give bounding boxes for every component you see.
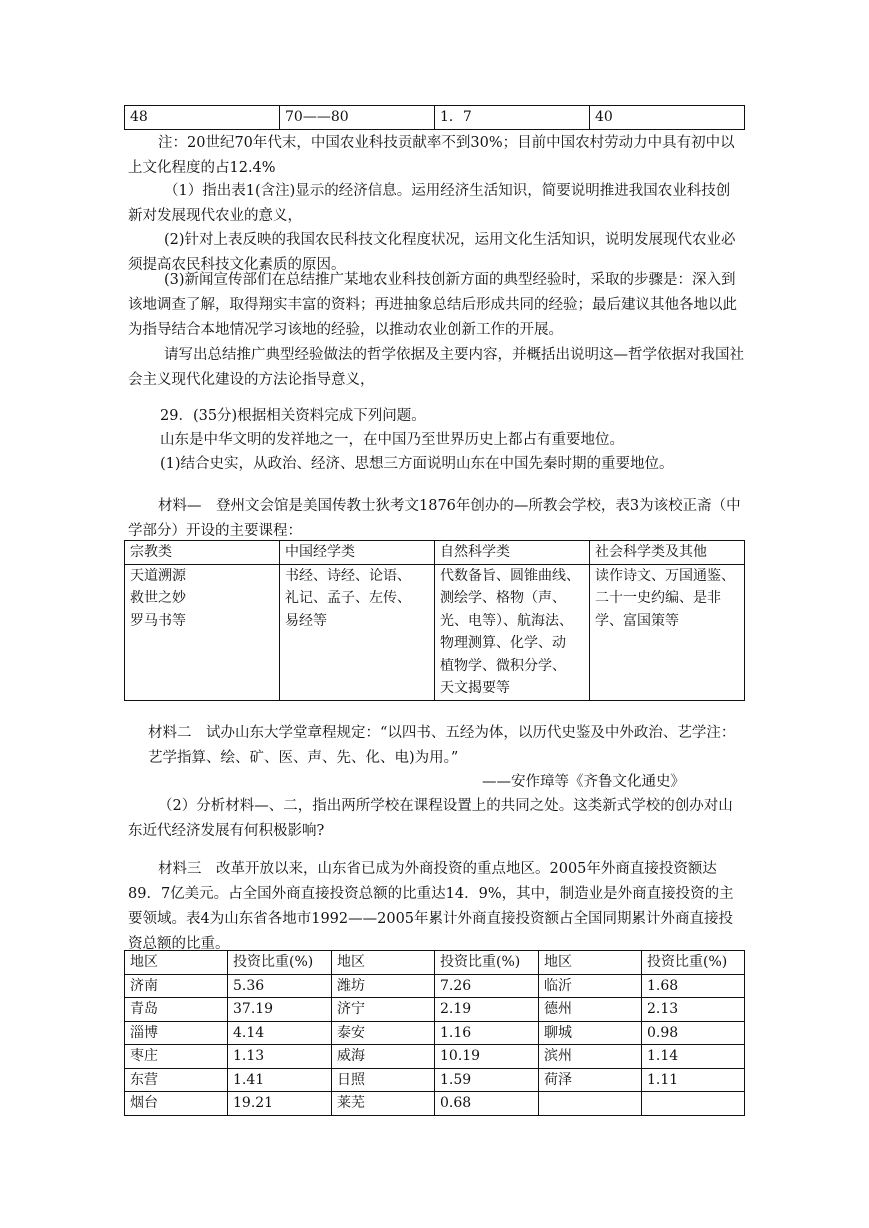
cell-line: 植物学、微积分学、 bbox=[440, 657, 566, 674]
cell-line: 天文揭要等 bbox=[440, 680, 510, 696]
table-row bbox=[125, 1021, 745, 1045]
table-cell: 2.19 bbox=[435, 998, 539, 1022]
table-cell: 日照 bbox=[332, 1068, 435, 1092]
table-cell: 泰安 bbox=[332, 1021, 435, 1045]
table-cell: 淄博 bbox=[125, 1021, 228, 1045]
table-header-row bbox=[125, 951, 745, 975]
column-header: 社会科学类及其他 bbox=[590, 541, 745, 565]
table-row bbox=[125, 974, 745, 998]
column-header: 中国经学类 bbox=[280, 541, 435, 565]
question-29-title: 29．(35分)根据相关资料完成下列问题。 bbox=[160, 408, 426, 424]
cell-line: 易经等 bbox=[285, 612, 327, 629]
table-cell: 37.19 bbox=[228, 998, 332, 1022]
cell-line: 天道溯源 bbox=[130, 567, 186, 584]
table-cell: 1.11 bbox=[642, 1068, 745, 1092]
table-note: 注：20世纪70年代末，中国农业科技贡献率不到30%；目前中国农村劳动力中具有初中以上文化程度的占12.4% bbox=[128, 135, 735, 176]
table-cell: 莱芜 bbox=[332, 1092, 435, 1116]
table-3-courses bbox=[124, 540, 745, 701]
table-cell: 青岛 bbox=[125, 998, 228, 1022]
table-cell: 5.36 bbox=[228, 974, 332, 998]
cell-line: 礼记、孟子、左传、 bbox=[285, 590, 411, 606]
cell-line: 读作诗文、万国通鉴、 bbox=[595, 567, 735, 584]
cell-line: 救世之妙 bbox=[130, 590, 186, 606]
column-header: 宗教类 bbox=[125, 541, 280, 565]
table-cell: 潍坊 bbox=[332, 974, 435, 998]
table-cell: 1.13 bbox=[228, 1045, 332, 1069]
question-29-intro: 山东是中华文明的发祥地之一，在中国乃至世界历史上都占有重要地位。 bbox=[160, 432, 624, 448]
table-cell: 19.21 bbox=[228, 1092, 332, 1116]
table-cell: 1.16 bbox=[435, 1021, 539, 1045]
table-cell: 0.68 bbox=[435, 1092, 539, 1116]
table-row bbox=[125, 998, 745, 1022]
table-4-investment bbox=[124, 950, 745, 1116]
table-cell: 滨州 bbox=[539, 1045, 642, 1069]
question-28-3: (3)新闻宣传部们在总结推广某地农业科技创新方面的典型经验时，采取的步骤是：深入到该地调查了解，取得翔实丰富的资料；再进抽象总结后形成共同的经验；最后建议其他各地以此为指导结合本地情况学习该地的经验，以推动农业创新工作的开展。 bbox=[128, 272, 737, 338]
material-2-source: ——安作璋等《齐鲁文化通史》 bbox=[482, 774, 685, 790]
question-29-2: （2）分析材料—、二，指出两所学校在课程设置上的共同之处。这类新式学校的创办对山东近代经济发展有何积极影响? bbox=[128, 798, 733, 839]
table-cell: 烟台 bbox=[125, 1092, 228, 1116]
cell-line: 物理测算、化学、动 bbox=[440, 635, 566, 651]
table-cell: 1.59 bbox=[435, 1068, 539, 1092]
table-cell: 1.68 bbox=[642, 974, 745, 998]
table-row bbox=[125, 1068, 745, 1092]
table-cell: 济南 bbox=[125, 974, 228, 998]
table-cell bbox=[125, 564, 280, 700]
cell-line: 光、电等）、航海法、 bbox=[440, 612, 573, 629]
table-cell: 德州 bbox=[539, 998, 642, 1022]
question-28-3-task: 请写出总结推广典型经验做法的哲学依据及主要内容，并概括出说明这—哲学依据对我国社会主义现代化建设的方法论指导意义， bbox=[128, 347, 744, 388]
table-cell: 聊城 bbox=[539, 1021, 642, 1045]
table-cell: 0.98 bbox=[642, 1021, 745, 1045]
cell-line: 罗马书等 bbox=[130, 612, 186, 629]
table-cell bbox=[435, 564, 590, 700]
column-header: 地区 bbox=[539, 951, 642, 975]
table-cell: 4.14 bbox=[228, 1021, 332, 1045]
table-cell: 1．7 bbox=[435, 106, 590, 130]
table-cell: 东营 bbox=[125, 1068, 228, 1092]
table-cell bbox=[280, 564, 435, 700]
column-header: 投资比重(%) bbox=[435, 951, 539, 975]
table-row bbox=[125, 106, 745, 130]
table-cell: 7.26 bbox=[435, 974, 539, 998]
table-cell: 2.13 bbox=[642, 998, 745, 1022]
table-cell: 10.19 bbox=[435, 1045, 539, 1069]
table-cell: 枣庄 bbox=[125, 1045, 228, 1069]
table-cell: 荷泽 bbox=[539, 1068, 642, 1092]
table-row bbox=[125, 1045, 745, 1069]
table-cell: 70——80 bbox=[280, 106, 435, 130]
cell-line: 测绘学、格物（声、 bbox=[440, 590, 566, 606]
cell-line: 书经、诗经、论语、 bbox=[285, 567, 411, 584]
table-row bbox=[125, 1092, 745, 1116]
table-cell: 济宁 bbox=[332, 998, 435, 1022]
table-cell: 1.14 bbox=[642, 1045, 745, 1069]
column-header: 地区 bbox=[332, 951, 435, 975]
table-cell: 48 bbox=[125, 106, 280, 130]
column-header: 自然科学类 bbox=[435, 541, 590, 565]
table-row bbox=[125, 564, 745, 700]
question-28-2: (2)针对上表反映的我国农民科技文化程度状况，运用文化生活知识，说明发展现代农业必须提高农民科技文化素质的原因。 bbox=[128, 232, 736, 273]
table-cell bbox=[590, 564, 745, 700]
cell-line: 学、富国策等 bbox=[595, 612, 679, 629]
table-cell: 临沂 bbox=[539, 974, 642, 998]
material-3: 材料三 改革开放以来，山东省已成为外商投资的重点地区。2005年外商直接投资额达89．7亿美元。占全国外商直接投资总额的比重达14．9%，其中，制造业是外商直接投资的主要领域。表4为山东省各地市1992——2005年累计外商直接投资额占全国同期累计外商直接投资总额的比重。 bbox=[128, 861, 734, 952]
column-header: 地区 bbox=[125, 951, 228, 975]
question-29-1: (1)结合史实，从政治、经济、思想三方面说明山东在中国先秦时期的重要地位。 bbox=[160, 456, 674, 472]
table-1-fragment bbox=[124, 105, 745, 130]
column-header: 投资比重(%) bbox=[642, 951, 745, 975]
table-cell bbox=[642, 1092, 745, 1116]
cell-line: 代数备旨、圆锥曲线、 bbox=[440, 567, 580, 584]
table-cell bbox=[539, 1092, 642, 1116]
column-header: 投资比重(%) bbox=[228, 951, 332, 975]
table-cell: 40 bbox=[590, 106, 745, 130]
table-cell: 威海 bbox=[332, 1045, 435, 1069]
table-cell: 1.41 bbox=[228, 1068, 332, 1092]
question-28-1: （1）指出表1(含注)显示的经济信息。运用经济生活知识，简要说明推进我国农业科技创新对发展现代农业的意义， bbox=[128, 183, 731, 224]
cell-line: 二十一史约编、是非 bbox=[595, 590, 721, 606]
material-2: 材料二 试办山东大学堂章程规定：“以四书、五经为体，以历代史鉴及中外政治、艺学注：艺学指算、绘、矿、医、声、先、化、电)为用。” bbox=[148, 725, 736, 766]
material-1: 材料— 登州文会馆是美国传教士狄考文1876年创办的—所教会学校，表3为该校正斋（中学部分）开设的主要课程： bbox=[128, 498, 741, 539]
table-header-row bbox=[125, 541, 745, 565]
